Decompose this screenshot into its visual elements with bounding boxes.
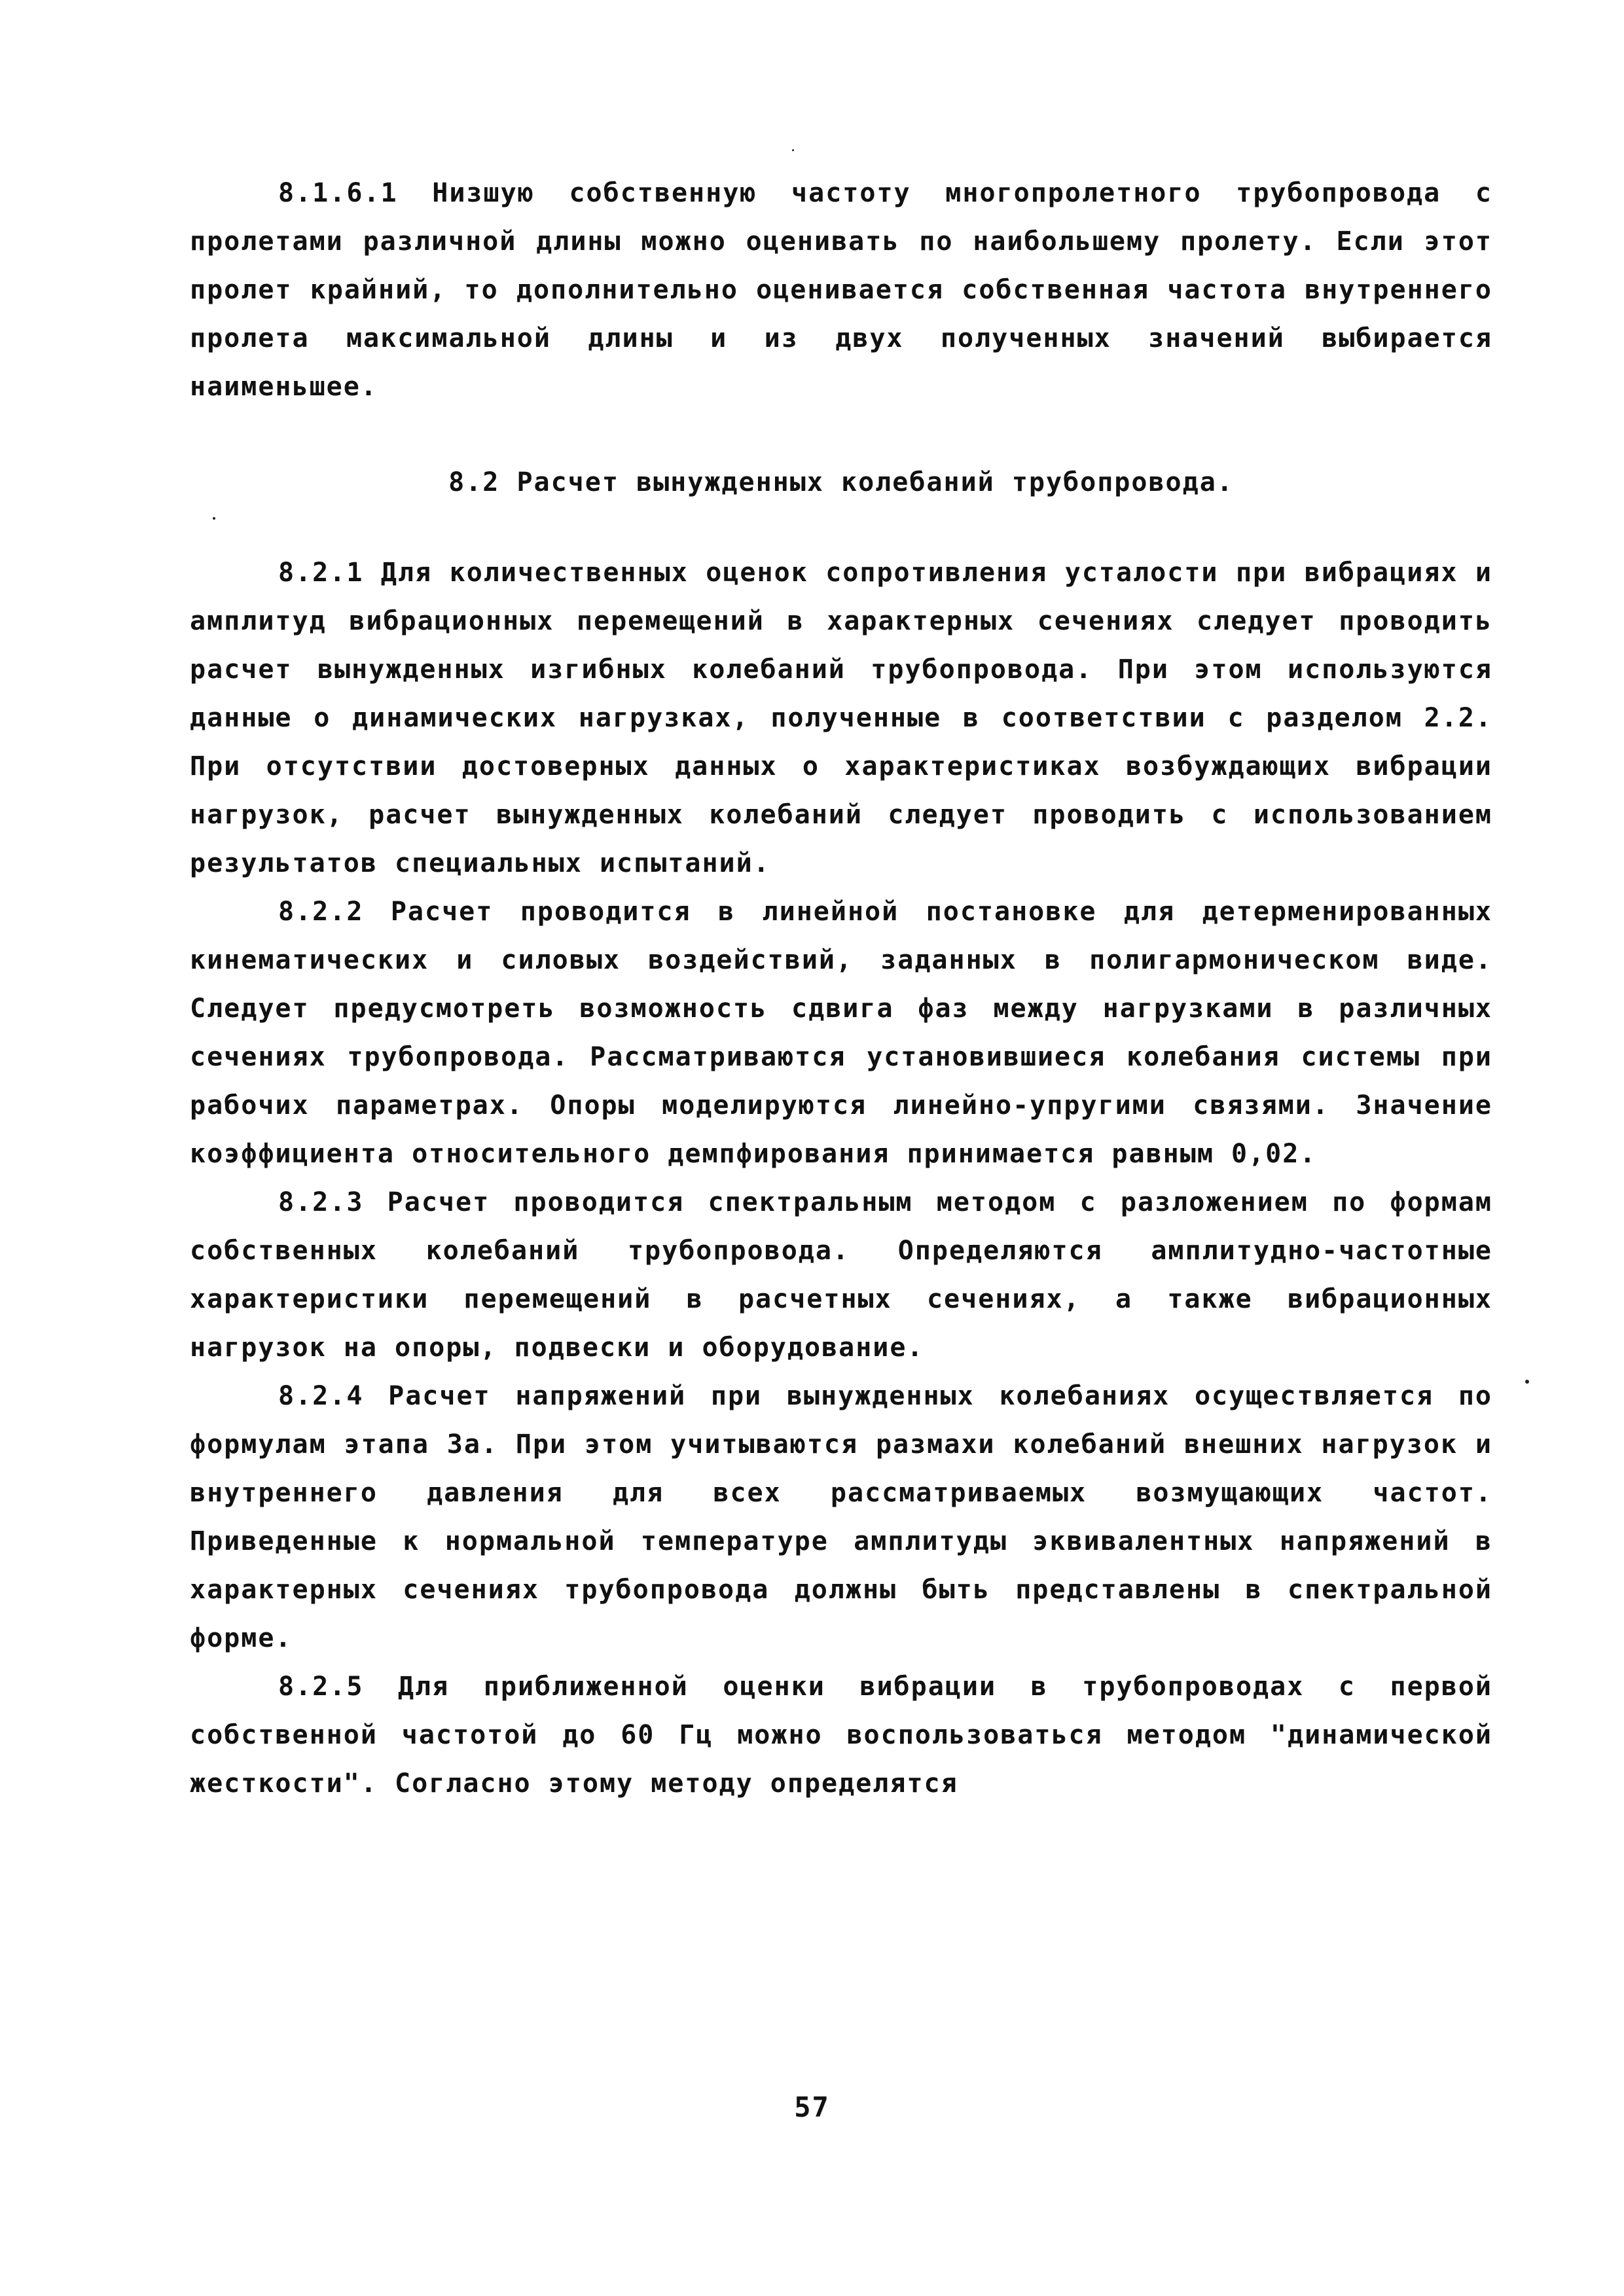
paragraph-8-2-2: 8.2.2 Расчет проводится в линейной постановке для детерменированных кинематических и силовых воздействий, заданных в полигармоническом виде. Следует предусмотреть возможность сдвига фаз между нагрузками в различных сечениях трубопровода. Рассматриваются установившиеся колебания системы при рабочих параметрах. Опоры моделируются линейно-упругими связями. Значение коэффициента относительного демпфирования принимается равным 0,02. xyxy=(190,897,1492,1169)
section-heading: 8.2 Расчет вынужденных колебаний трубопровода. xyxy=(448,467,1234,497)
paragraph-8-2-1: 8.2.1 Для количественных оценок сопротивления усталости при вибрациях и амплитуд вибрационных перемещений в характерных сечениях следует проводить расчет вынужденных изгибных колебаний трубопровода. При этом используются данные о динамических нагрузках, полученные в соответствии с разделом 2.2. При отсутствии достоверных данных о характеристиках возбуждающих вибрации нагрузок, расчет вынужденных колебаний следует проводить с использованием результатов специальных испытаний. xyxy=(190,558,1492,878)
paragraph-8-2-4: 8.2.4 Расчет напряжений при вынужденных колебаниях осуществляется по формулам этапа 3а. При этом учитываются размахи колебаний внешних нагрузок и внутреннего давления для всех рассматриваемых возмущающих частот. Приведенные к нормальной температуре амплитуды эквивалентных напряжений в характерных сечениях трубопровода должны быть представлены в спектральной форме. xyxy=(190,1381,1492,1653)
scan-speck xyxy=(1525,1380,1529,1384)
page-number: 57 xyxy=(794,2091,830,2123)
scan-speck xyxy=(792,149,794,151)
scan-speck xyxy=(213,517,215,520)
paragraph-block-main xyxy=(190,548,1492,1808)
paragraph-8-1-6-1: 8.1.6.1 Низшую собственную частоту многопролетного трубопровода с пролетами различной длины можно оценивать по наибольшему пролету. Если этот пролет крайний, то дополнительно оценивается собственная частота внутреннего пролета максимальной длины и из двух полученных значений выбирается наименьшее. xyxy=(190,178,1492,402)
paragraph-8-2-3: 8.2.3 Расчет проводится спектральным методом с разложением по формам собственных колебаний трубопровода. Определяются амплитудно-частотные характеристики перемещений в расчетных сечениях, а также вибрационных нагрузок на опоры, подвески и оборудование. xyxy=(190,1187,1492,1363)
paragraph-block-top xyxy=(190,169,1492,411)
paragraph-8-2-5: 8.2.5 Для приближенной оценки вибрации в трубопроводах с первой собственной частотой до 60 Гц можно воспользоваться методом "динамической жесткости". Согласно этому методу определятся xyxy=(190,1672,1492,1799)
